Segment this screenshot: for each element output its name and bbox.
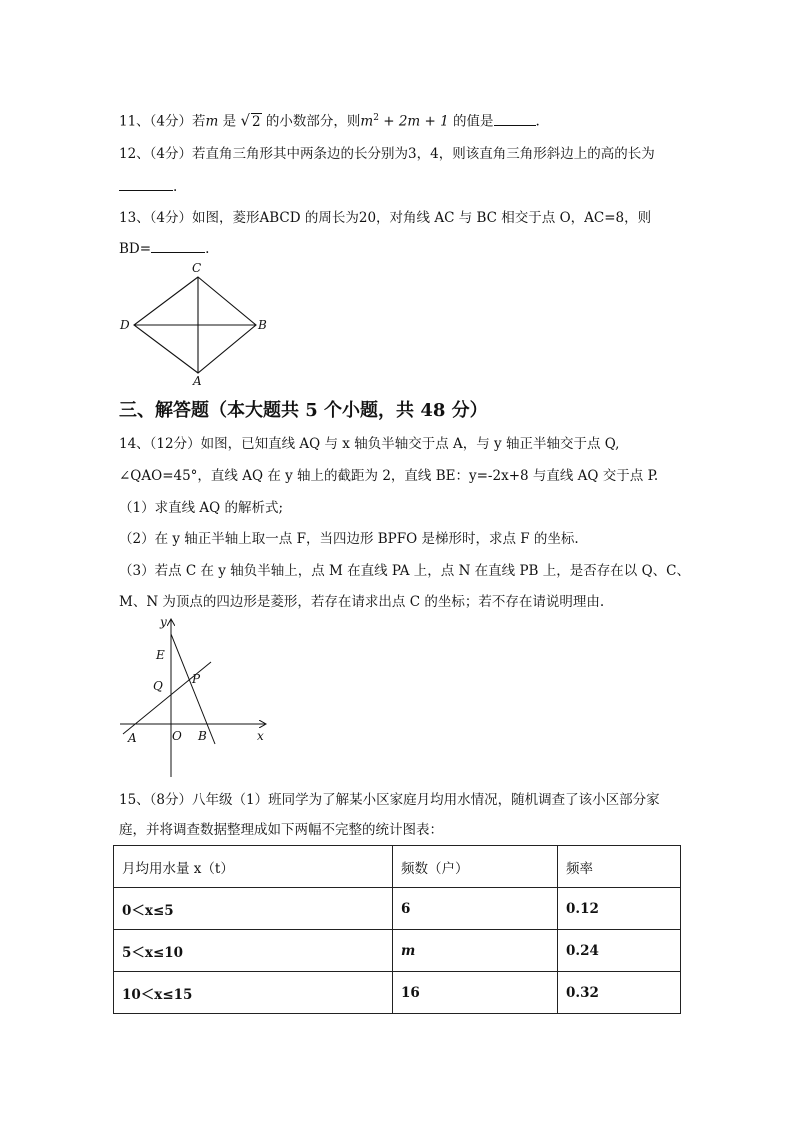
q11-var-m: m: [205, 113, 219, 130]
table-cell: 0.12: [558, 888, 681, 930]
table-cell: 0.32: [558, 972, 681, 1014]
table-header-cell: 月均用水量 x（t）: [114, 846, 393, 888]
q11-sqrt-arg: 2: [252, 113, 261, 130]
question-13-line1: 13、（4分）如图，菱形ABCD 的周长为20，对角线 AC 与 BC 相交于点 O，AC=8，则: [119, 210, 652, 226]
question-15-line2: 庭，并将调查数据整理成如下两幅不完整的统计图表：: [119, 822, 443, 838]
table-cell: 0＜x≤5: [114, 888, 393, 930]
q11-expr-rest: + 2m + 1: [378, 113, 449, 130]
label-b-point: B: [198, 729, 207, 743]
q11-prefix: 11、（4分）若: [119, 113, 206, 130]
question-11: [119, 108, 540, 132]
question-12-line1: 12、（4分）若直角三角形其中两条边的长分别为3，4，则该直角三角形斜边上的高的长为: [119, 146, 655, 162]
table-row: [114, 972, 681, 1014]
q11-mid: 的小数部分，则: [261, 113, 361, 130]
table-cell: 5＜x≤10: [114, 930, 393, 972]
q11-is: 是: [218, 113, 241, 130]
table-row: [114, 888, 681, 930]
label-p: P: [192, 672, 201, 686]
table-header-cell: 频率: [558, 846, 681, 888]
q13-bd-label: BD=: [119, 241, 152, 257]
section-3-title: 三、解答题（本大题共 5 个小题，共 48 分）: [119, 400, 488, 421]
q11-expr-m: m: [360, 113, 374, 130]
question-14-line1: 14、（12分）如图，已知直线 AQ 与 x 轴负半轴交于点 A，与 y 轴正半轴交于点 Q,: [119, 436, 620, 452]
label-o: O: [172, 729, 182, 743]
sqrt-icon: √: [240, 111, 250, 130]
table-cell: m: [393, 930, 558, 972]
question-14-sub2: （2）在 y 轴正半轴上取一点 F，当四边形 BPFO 是梯形时，求点 F 的坐标.: [119, 531, 579, 547]
question-15-line1: 15、（8分）八年级（1）班同学为了解某小区家庭月均用水情况，随机调查了该小区部分家: [119, 792, 660, 808]
table-row: [114, 930, 681, 972]
table-cell: 6: [393, 888, 558, 930]
table-cell: 0.24: [558, 930, 681, 972]
coordinate-figure: [115, 612, 280, 782]
q11-answer-blank[interactable]: [494, 111, 536, 126]
label-a-point: A: [128, 731, 137, 745]
q11-suffix: 的值是: [448, 113, 494, 130]
table-header-cell: 频数（户）: [393, 846, 558, 888]
table-header-row: [114, 846, 681, 888]
label-a: A: [193, 374, 202, 388]
question-14-line2: ∠QAO=45°，直线 AQ 在 y 轴上的截距为 2，直线 BE：y=-2x+8 与直线 AQ 交于点 P.: [119, 468, 659, 484]
label-b: B: [258, 318, 267, 332]
label-e: E: [156, 648, 165, 662]
table-cell: 16: [393, 972, 558, 1014]
q13-end: .: [205, 241, 210, 257]
question-14-sub3a: （3）若点 C 在 y 轴负半轴上，点 M 在直线 PA 上，点 N 在直线 PB 上，是否存在以 Q、C、: [119, 563, 690, 579]
table-cell: 10＜x≤15: [114, 972, 393, 1014]
q11-end: .: [535, 113, 540, 130]
label-c: C: [192, 261, 202, 275]
question-12-line2: [119, 176, 177, 197]
q12-answer-blank[interactable]: [119, 176, 173, 191]
label-y-axis: y: [160, 615, 167, 629]
label-q: Q: [153, 679, 163, 693]
label-d: D: [120, 318, 130, 332]
q11-exponent: 2: [373, 113, 379, 123]
q12-end: .: [173, 179, 178, 195]
rhombus-figure: [110, 255, 280, 390]
label-x-axis: x: [257, 729, 264, 743]
question-14-sub3b: M、N 为顶点的四边形是菱形，若存在请求出点 C 的坐标；若不存在请说明理由.: [119, 594, 605, 610]
q13-answer-blank[interactable]: [151, 238, 205, 253]
water-usage-table: [113, 845, 681, 1014]
question-14-sub1: （1）求直线 AQ 的解析式;: [119, 500, 284, 516]
